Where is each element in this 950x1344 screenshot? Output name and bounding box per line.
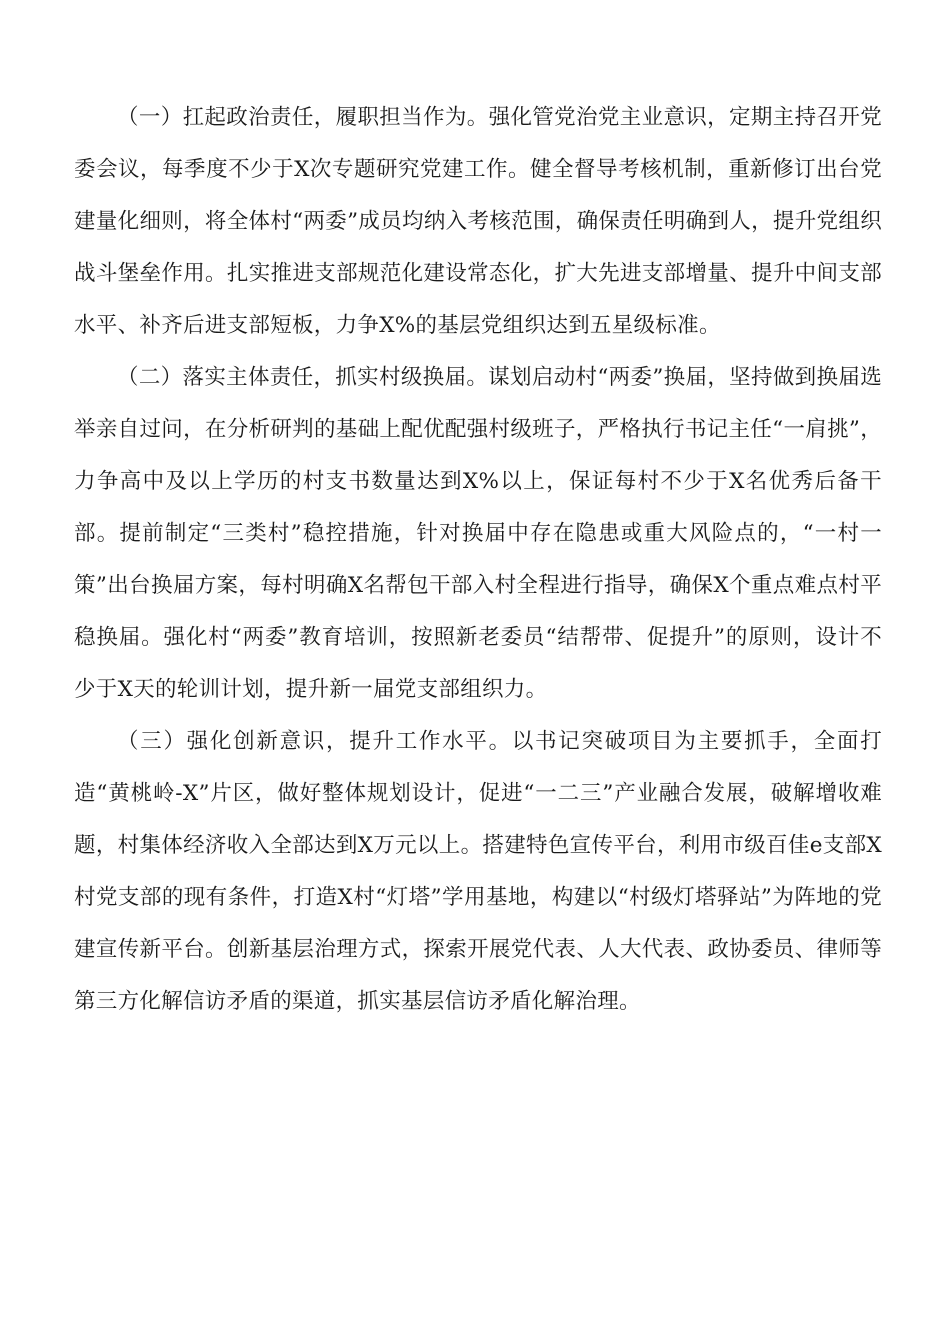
paragraph-1: （一）扛起政治责任，履职担当作为。强化管党治党主业意识，定期主持召开党委会议，每季度不少于X次专题研究党建工作。健全督导考核机制，重新修订出台党建量化细则，将全体村“两委”成员均纳入考核范围，确保责任明确到人，提升党组织战斗堡垒作用。扎实推进支部规范化建设常态化，扩大先进支部增量、提升中间支部水平、补齐后进支部短板，力争X%的基层党组织达到五星级标准。 (74, 105, 882, 338)
document-body (74, 92, 882, 1028)
paragraph-3: （三）强化创新意识，提升工作水平。以书记突破项目为主要抓手，全面打造“黄桃岭-X”片区，做好整体规划设计，促进“一二三”产业融合发展，破解增收难题，村集体经济收入全部达到X万元以上。搭建特色宣传平台，利用市级百佳e支部X村党支部的现有条件，打造X村“灯塔”学用基地，构建以“村级灯塔驿站”为阵地的党建宣传新平台。创新基层治理方式，探索开展党代表、人大代表、政协委员、律师等第三方化解信访矛盾的渠道，抓实基层信访矛盾化解治理。 (74, 729, 882, 1014)
paragraph-2: （二）落实主体责任，抓实村级换届。谋划启动村“两委”换届，坚持做到换届选举亲自过问，在分析研判的基础上配优配强村级班子，严格执行书记主任“一肩挑”，力争高中及以上学历的村支书数量达到X%以上，保证每村不少于X名优秀后备干部。提前制定“三类村”稳控措施，针对换届中存在隐患或重大风险点的，“一村一策”出台换届方案，每村明确X名帮包干部入村全程进行指导，确保X个重点难点村平稳换届。强化村“两委”教育培训，按照新老委员“结帮带、促提升”的原则，设计不少于X天的轮训计划，提升新一届党支部组织力。 (74, 365, 882, 702)
